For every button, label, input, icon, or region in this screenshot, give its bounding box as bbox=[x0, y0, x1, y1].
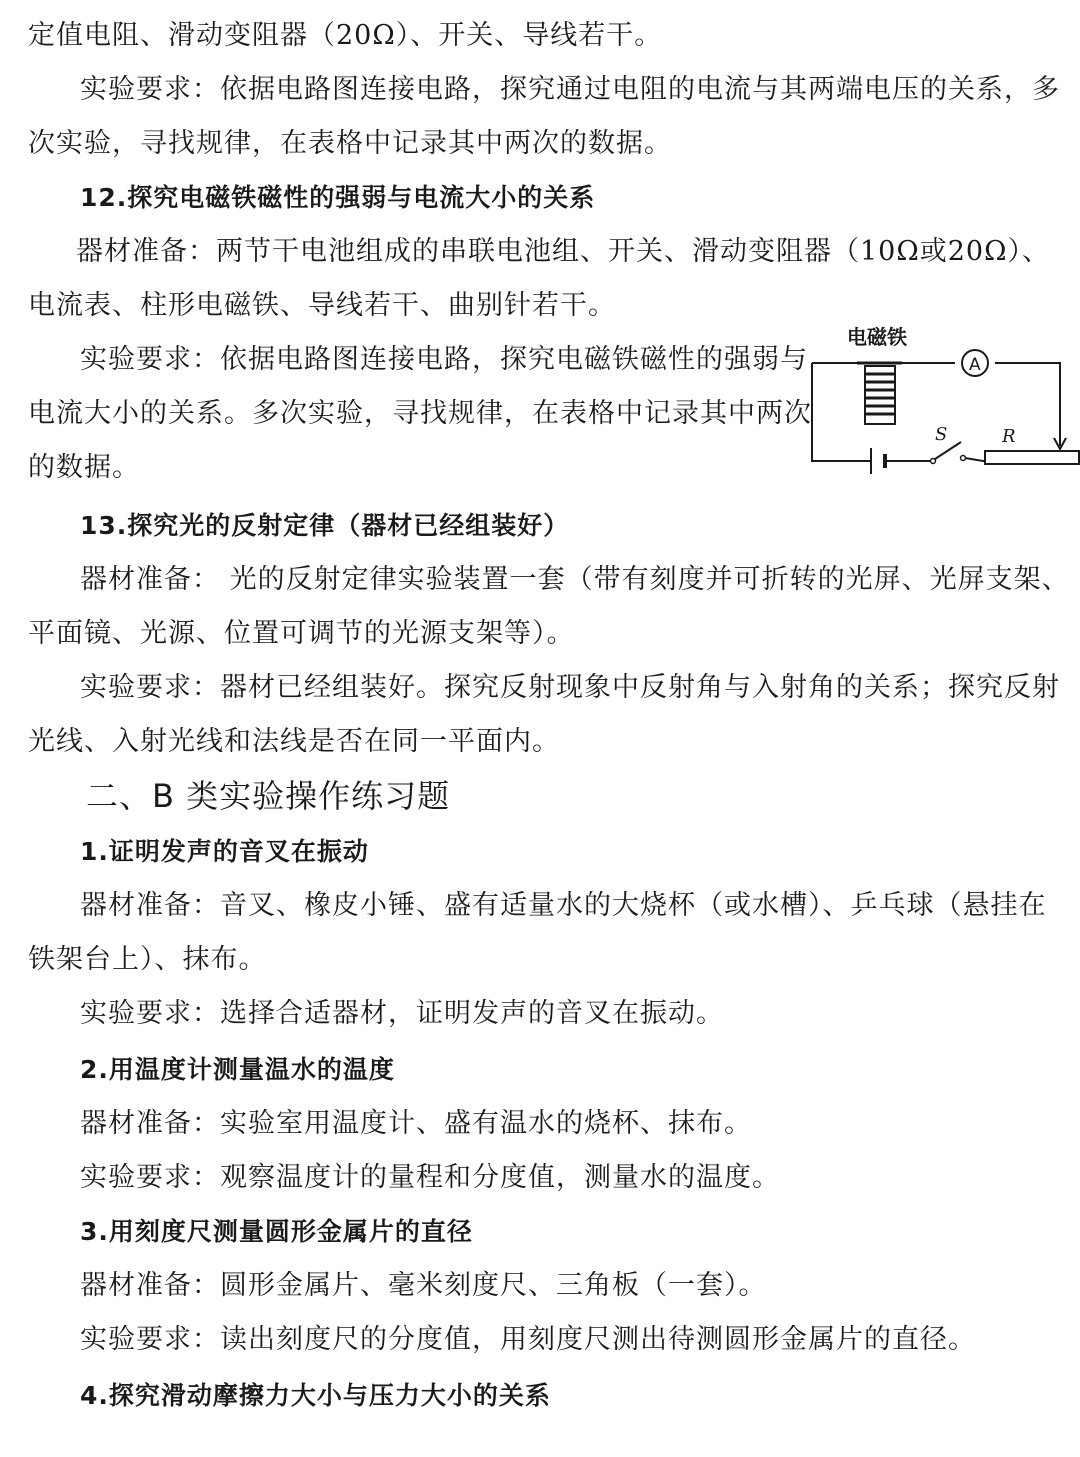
text-line: 定值电阻、滑动变阻器（20Ω）、开关、导线若干。 bbox=[28, 20, 663, 51]
text-line: 电流表、柱形电磁铁、导线若干、曲别针若干。 bbox=[28, 290, 616, 321]
text-line: 实验要求：依据电路图连接电路，探究电磁铁磁性的强弱与 bbox=[80, 344, 808, 375]
experiment-heading-b1: 1.证明发声的音叉在振动 bbox=[80, 837, 369, 866]
circuit-wire bbox=[812, 363, 1079, 461]
text-line: 次实验，寻找规律，在表格中记录其中两次的数据。 bbox=[28, 128, 672, 159]
electromagnet-circuit-diagram bbox=[805, 318, 1080, 478]
experiment-heading-b4: 4.探究滑动摩擦力大小与压力大小的关系 bbox=[80, 1381, 551, 1410]
experiment-heading-12: 12.探究电磁铁磁性的强弱与电流大小的关系 bbox=[80, 183, 596, 212]
electromagnet-coil bbox=[857, 363, 902, 424]
text-line: 平面镜、光源、位置可调节的光源支架等）。 bbox=[28, 618, 575, 649]
text-line: 器材准备：两节干电池组成的串联电池组、开关、滑动变阻器（10Ω或20Ω）、 bbox=[76, 236, 1050, 267]
text-line: 实验要求：依据电路图连接电路，探究通过电阻的电流与其两端电压的关系，多 bbox=[80, 74, 1060, 105]
experiment-heading-b2: 2.用温度计测量温水的温度 bbox=[80, 1055, 395, 1084]
text-line: 光线、入射光线和法线是否在同一平面内。 bbox=[28, 726, 560, 757]
text-line: 器材准备：实验室用温度计、盛有温水的烧杯、抹布。 bbox=[80, 1108, 752, 1139]
text-line: 的数据。 bbox=[28, 452, 140, 483]
ammeter-symbol: A bbox=[969, 355, 981, 375]
text-line: 实验要求：读出刻度尺的分度值，用刻度尺测出待测圆形金属片的直径。 bbox=[80, 1324, 976, 1355]
text-line: 实验要求：器材已经组装好。探究反射现象中反射角与入射角的关系；探究反射 bbox=[80, 672, 1060, 703]
text-line: 器材准备： 光的反射定律实验装置一套（带有刻度并可折转的光屏、光屏支架、 bbox=[80, 564, 1070, 595]
rheostat-slider-arrow bbox=[1054, 410, 1066, 449]
text-line: 实验要求：选择合适器材，证明发声的音叉在振动。 bbox=[80, 998, 724, 1029]
rheostat-label: R bbox=[1002, 426, 1016, 447]
text-line: 铁架台上）、抹布。 bbox=[28, 944, 267, 975]
text-line: 实验要求：观察温度计的量程和分度值，测量水的温度。 bbox=[80, 1162, 780, 1193]
text-line: 电流大小的关系。多次实验，寻找规律，在表格中记录其中两次 bbox=[28, 398, 812, 429]
switch-label: S bbox=[935, 424, 948, 445]
electromagnet-label: 电磁铁 bbox=[847, 325, 907, 349]
battery-icon bbox=[871, 448, 885, 474]
text-line: 器材准备：音叉、橡皮小锤、盛有适量水的大烧杯（或水槽）、乒乓球（悬挂在 bbox=[80, 890, 1047, 921]
experiment-heading-b3: 3.用刻度尺测量圆形金属片的直径 bbox=[80, 1217, 473, 1246]
experiment-heading-13: 13.探究光的反射定律（器材已经组装好） bbox=[80, 511, 570, 540]
rheostat-icon bbox=[985, 451, 1079, 464]
section-heading-b: 二、B 类实验操作练习题 bbox=[86, 777, 451, 815]
switch-icon bbox=[931, 442, 966, 464]
text-line: 器材准备：圆形金属片、毫米刻度尺、三角板（一套）。 bbox=[80, 1270, 767, 1301]
